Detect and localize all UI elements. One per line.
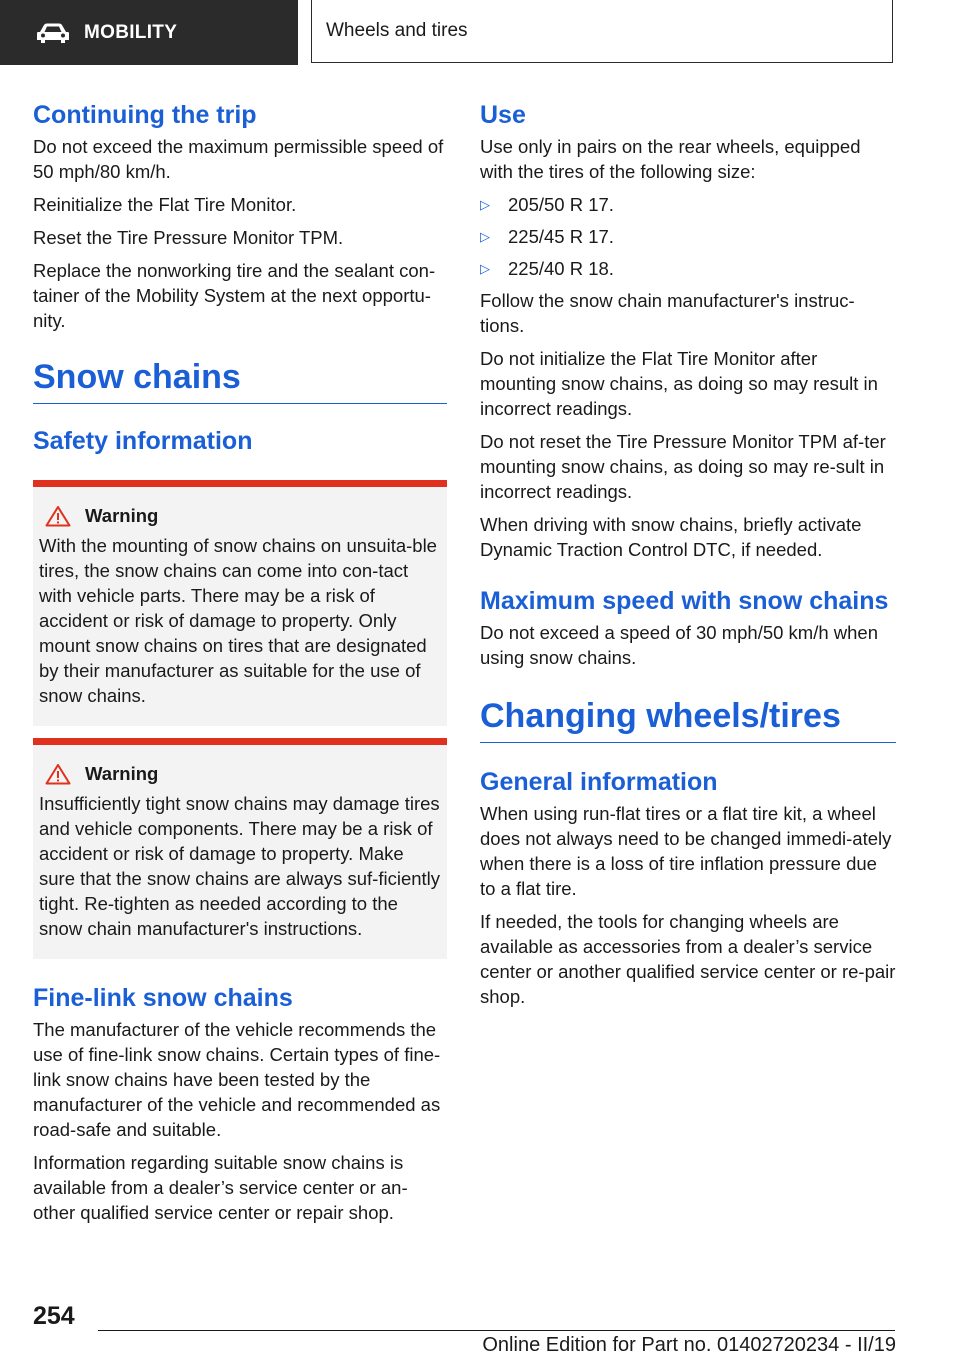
paragraph: Follow the snow chain manufacturer's instruc-tions. [480, 290, 855, 336]
list-item [480, 192, 896, 217]
paragraph: Use only in pairs on the rear wheels, equipped with the tires of the following size: [480, 136, 861, 182]
paragraph: Information regarding suitable snow chains is available from a dealer’s service center or an-other qualified service center or repair shop. [33, 1152, 408, 1223]
tire-size-list [480, 192, 896, 281]
right-column [480, 100, 896, 1017]
triangle-bullet-icon: ▷ [480, 261, 490, 276]
paragraph: Do not exceed a speed of 30 mph/50 km/h when using snow chains. [480, 622, 879, 668]
warning-triangle-icon [45, 505, 71, 527]
warning-header [41, 505, 441, 527]
safety-heading: Safety information [33, 427, 253, 455]
warning-label: Warning [85, 505, 159, 526]
changing-wheels-heading: Changing wheels/tires [480, 696, 896, 743]
chapter-tab [311, 0, 893, 63]
max-speed-heading: Maximum speed with snow chains [480, 587, 889, 615]
paragraph: Reset the Tire Pressure Monitor TPM. [33, 227, 344, 248]
warning-header [41, 763, 441, 785]
footer-divider [98, 1330, 895, 1331]
paragraph: Reinitialize the Flat Tire Monitor. [33, 194, 297, 215]
warning-box [33, 738, 447, 959]
list-item [480, 256, 896, 281]
warning-text: Insufficiently tight snow chains may damage tires and vehicle components. There may be a risk of accident or risk of damage to property. Make sure that the snow chains are always suf-ficiently tight. Re-tighten as needed according to the snow chain manufacturer's instructions. [39, 793, 441, 939]
left-column [33, 100, 447, 1233]
snow-chains-heading: Snow chains [33, 357, 447, 404]
warning-box [33, 480, 447, 726]
use-heading: Use [480, 101, 526, 129]
list-item-text: 205/50 R 17. [508, 194, 614, 215]
section-label: MOBILITY [84, 21, 178, 43]
paragraph: When using run-flat tires or a flat tire kit, a wheel does not always need to be changed immedi-ately when there is a loss of tire inflation pressure due to a flat tire. [480, 803, 892, 899]
car-icon [36, 22, 70, 44]
paragraph: Do not reset the Tire Pressure Monitor TPM af-ter mounting snow chains, as doing so may re-sult in incorrect readings. [480, 431, 886, 502]
list-item-text: 225/40 R 18. [508, 258, 614, 279]
triangle-bullet-icon: ▷ [480, 229, 490, 244]
paragraph: Do not initialize the Flat Tire Monitor after mounting snow chains, as doing so may result in incorrect readings. [480, 348, 878, 419]
edition-label: Online Edition for Part no. 01402720234 - II/19 [482, 1334, 896, 1356]
triangle-bullet-icon: ▷ [480, 197, 490, 212]
paragraph: Replace the nonworking tire and the sealant con-tainer of the Mobility System at the next opportu-nity. [33, 260, 436, 331]
paragraph: When driving with snow chains, briefly activate Dynamic Traction Control DTC, if needed. [480, 514, 862, 560]
chapter-label: Wheels and tires [326, 20, 468, 41]
continuing-heading: Continuing the trip [33, 101, 257, 129]
paragraph: Do not exceed the maximum permissible speed of 50 mph/80 km/h. [33, 136, 444, 182]
warning-text: With the mounting of snow chains on unsuita-ble tires, the snow chains can come into con-tact with vehicle parts. There may be a risk of accident or risk of damage to property. Only mount snow chains on tires that are designated by their manufacturer as suitable for the use of snow chains. [39, 535, 437, 706]
section-tab [0, 0, 298, 65]
list-item [480, 224, 896, 249]
warning-label: Warning [85, 763, 159, 784]
fine-link-heading: Fine-link snow chains [33, 984, 293, 1012]
paragraph: If needed, the tools for changing wheels are available as accessories from a dealer’s service center or another qualified service center or re-pair shop. [480, 911, 896, 1007]
page-number: 254 [33, 1302, 75, 1330]
paragraph: The manufacturer of the vehicle recommends the use of fine-link snow chains. Certain types of fine-link snow chains have been tested by the manufacturer of the vehicle and recommended as road-safe and suitable. [33, 1019, 441, 1140]
warning-triangle-icon [45, 763, 71, 785]
general-info-heading: General information [480, 768, 718, 796]
list-item-text: 225/45 R 17. [508, 226, 614, 247]
